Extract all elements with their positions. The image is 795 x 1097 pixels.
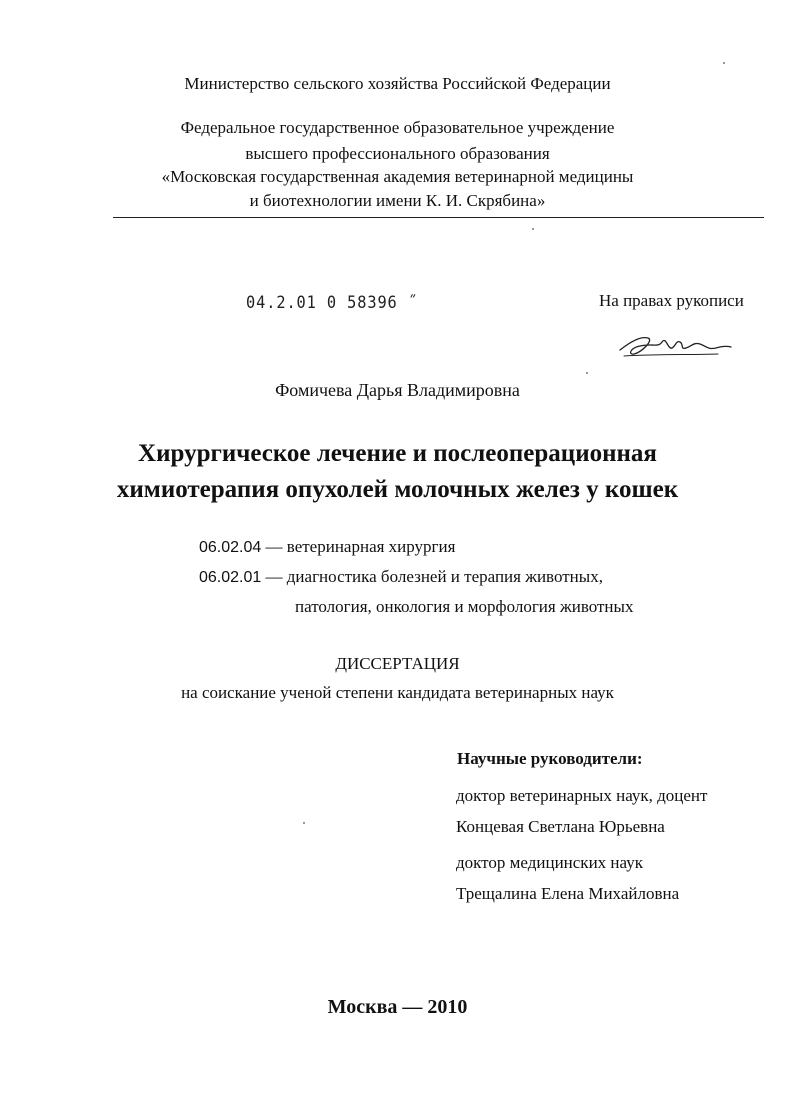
thesis-title-line-1: Хирургическое лечение и послеоперационная [138,440,657,467]
institution-line-3: «Московская государственная академия ветеринарной медицины [161,167,634,186]
header-divider [113,217,764,218]
specialty-1-code: 06.02.04 [199,539,262,556]
specialty-1 [199,537,455,557]
author-name: Фомичева Дарья Владимировна [275,380,520,400]
supervisor-1-title: доктор ветеринарных наук, доцент [456,786,708,805]
scan-speck [586,372,588,374]
supervisors-heading: Научные руководители: [457,749,643,768]
supervisor-1-name: Концевая Светлана Юрьевна [456,817,665,836]
degree-statement: на соискание ученой степени кандидата ветеринарных наук [181,683,614,702]
specialty-2-code: 06.02.01 [199,569,262,586]
institution-line-4: и биотехнологии имени К. И. Скрябина» [249,191,546,210]
scan-speck [723,62,725,64]
rights-notice: На правах рукописи [599,291,744,310]
supervisor-2-name: Трещалина Елена Михайловна [456,884,680,903]
supervisor-2-title: доктор медицинских наук [456,853,643,872]
specialty-2-continuation: патология, онкология и морфология животных [295,597,634,616]
scan-speck [303,822,305,824]
specialty-1-text: — ветеринарная хирургия [261,537,456,556]
thesis-title-line-2: химиотерапия опухолей молочных желез у кошек [116,476,679,503]
document-type: ДИССЕРТАЦИЯ [335,654,460,673]
city-year: Москва — 2010 [327,996,468,1018]
institution-line-1: Федеральное государственное образовательное учреждение [180,118,615,137]
library-stamp-code: 04.2.01 0 58396 ˝ [246,293,418,313]
specialty-2-text: — диагностика болезней и терапия животных, [261,567,603,586]
handwritten-signature [618,328,733,362]
scan-speck [532,228,534,230]
institution-line-2: высшего профессионального образования [245,144,550,163]
specialty-2 [199,567,603,587]
ministry-name: Министерство сельского хозяйства Российской Федерации [184,74,611,93]
